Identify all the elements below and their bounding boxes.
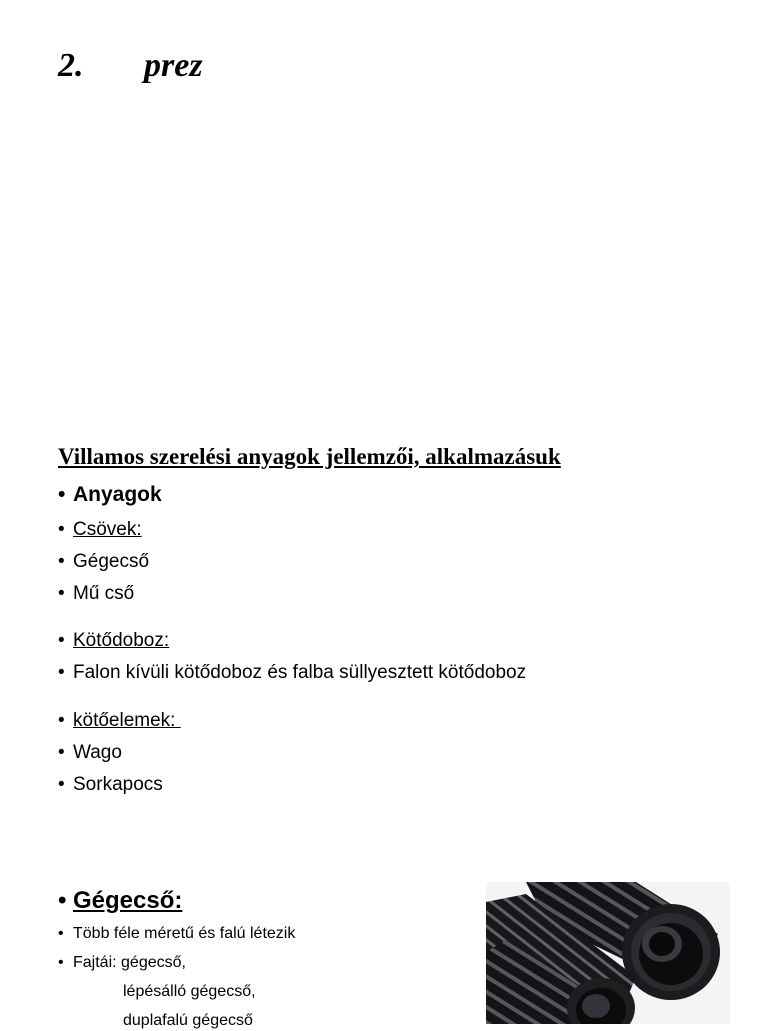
bullet-icon: •: [58, 483, 66, 506]
list-item-label: Több féle méretű és falú létezik: [73, 925, 296, 942]
gegecso-title-label: Gégecső:: [73, 887, 183, 914]
bullet-icon: •: [58, 925, 64, 942]
list-item: [58, 709, 181, 733]
list-item: [58, 582, 134, 606]
list-item: [58, 550, 149, 574]
list-item-label: Wago: [73, 742, 122, 763]
list-continuation: lépésálló gégecső,: [123, 983, 256, 1000]
list-item-label: Gégecső: [73, 551, 150, 572]
corrugated-pipe-icon: [486, 882, 730, 1024]
bullet-icon: •: [58, 742, 65, 763]
list-item: [58, 924, 295, 944]
list-item-label: Csövek:: [73, 519, 142, 540]
list-item: [58, 953, 186, 973]
corrugated-pipe-photo: [486, 882, 730, 1024]
list-item-label: Sorkapocs: [73, 774, 163, 795]
list-item-label: Fajtái: gégecső,: [73, 954, 186, 971]
list-item: [58, 629, 169, 653]
gegecso-title: [58, 886, 182, 916]
bullet-icon: •: [58, 519, 65, 540]
list-continuation: duplafalú gégecső: [123, 1012, 253, 1029]
list-item-label: Mű cső: [73, 583, 135, 604]
bullet-icon: •: [58, 583, 65, 604]
list-item: [58, 483, 162, 507]
list-item-label: Anyagok: [73, 483, 162, 506]
bullet-icon: •: [58, 954, 64, 971]
bullet-icon: •: [58, 774, 65, 795]
heading-number: 2.: [58, 47, 84, 84]
bullet-icon: •: [58, 630, 65, 651]
list-item: [58, 661, 526, 685]
list-item-label: Kötődoboz:: [73, 630, 170, 651]
list-item: [58, 518, 142, 542]
heading-title: prez: [144, 47, 203, 84]
list-item-label: Falon kívüli kötődoboz és falba süllyesztett kötődoboz: [73, 662, 527, 683]
page-heading: [58, 44, 203, 88]
list-item: [58, 741, 122, 765]
bullet-icon: •: [58, 710, 65, 731]
list-item-label: kötőelemek:: [73, 710, 181, 731]
list-item: [58, 773, 163, 797]
bullet-icon: •: [58, 887, 67, 914]
section-title: Villamos szerelési anyagok jellemzői, alkalmazásuk: [58, 444, 561, 469]
bullet-icon: •: [58, 551, 65, 572]
bullet-icon: •: [58, 662, 65, 683]
